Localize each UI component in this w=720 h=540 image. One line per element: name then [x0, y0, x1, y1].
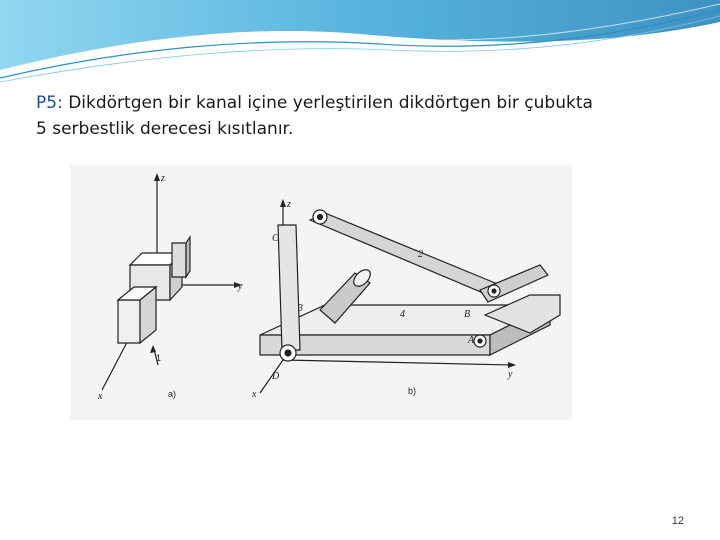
b-point-d: D — [272, 371, 280, 382]
b-caption: b) — [408, 386, 417, 396]
b-z-axis-label: z — [287, 199, 291, 210]
a-x-axis-label: x — [98, 391, 103, 402]
b-point-b: B — [464, 309, 471, 320]
figure-drawing — [70, 165, 572, 420]
b-y-axis-label: y — [508, 369, 513, 380]
a-y-axis-label: y — [238, 281, 243, 292]
text-line-2: 5 serbestlik derecesi kısıtlanır. — [36, 119, 294, 139]
text-line-1: Dikdörtgen bir kanal içine yerleştirilen dikdörtgen bir çubukta — [62, 93, 593, 113]
b-point-c: C — [272, 233, 279, 244]
a-caption: a) — [168, 389, 177, 399]
b-y-axis — [283, 360, 512, 365]
mechanism-figure — [70, 165, 572, 420]
page-number: 12 — [671, 515, 684, 527]
b-link-3: 3 — [298, 303, 303, 314]
a-part-number: 1 — [156, 353, 162, 363]
a-z-axis-label: z — [161, 173, 165, 184]
slide-body-text — [36, 90, 696, 142]
problem-label: P5: — [36, 93, 63, 113]
b-x-axis-label: x — [252, 389, 257, 400]
b-link-4: 4 — [400, 309, 405, 320]
header-wave-decoration — [0, 0, 720, 90]
b-point-a: A — [468, 335, 475, 346]
b-link-2: 2 — [418, 249, 423, 260]
